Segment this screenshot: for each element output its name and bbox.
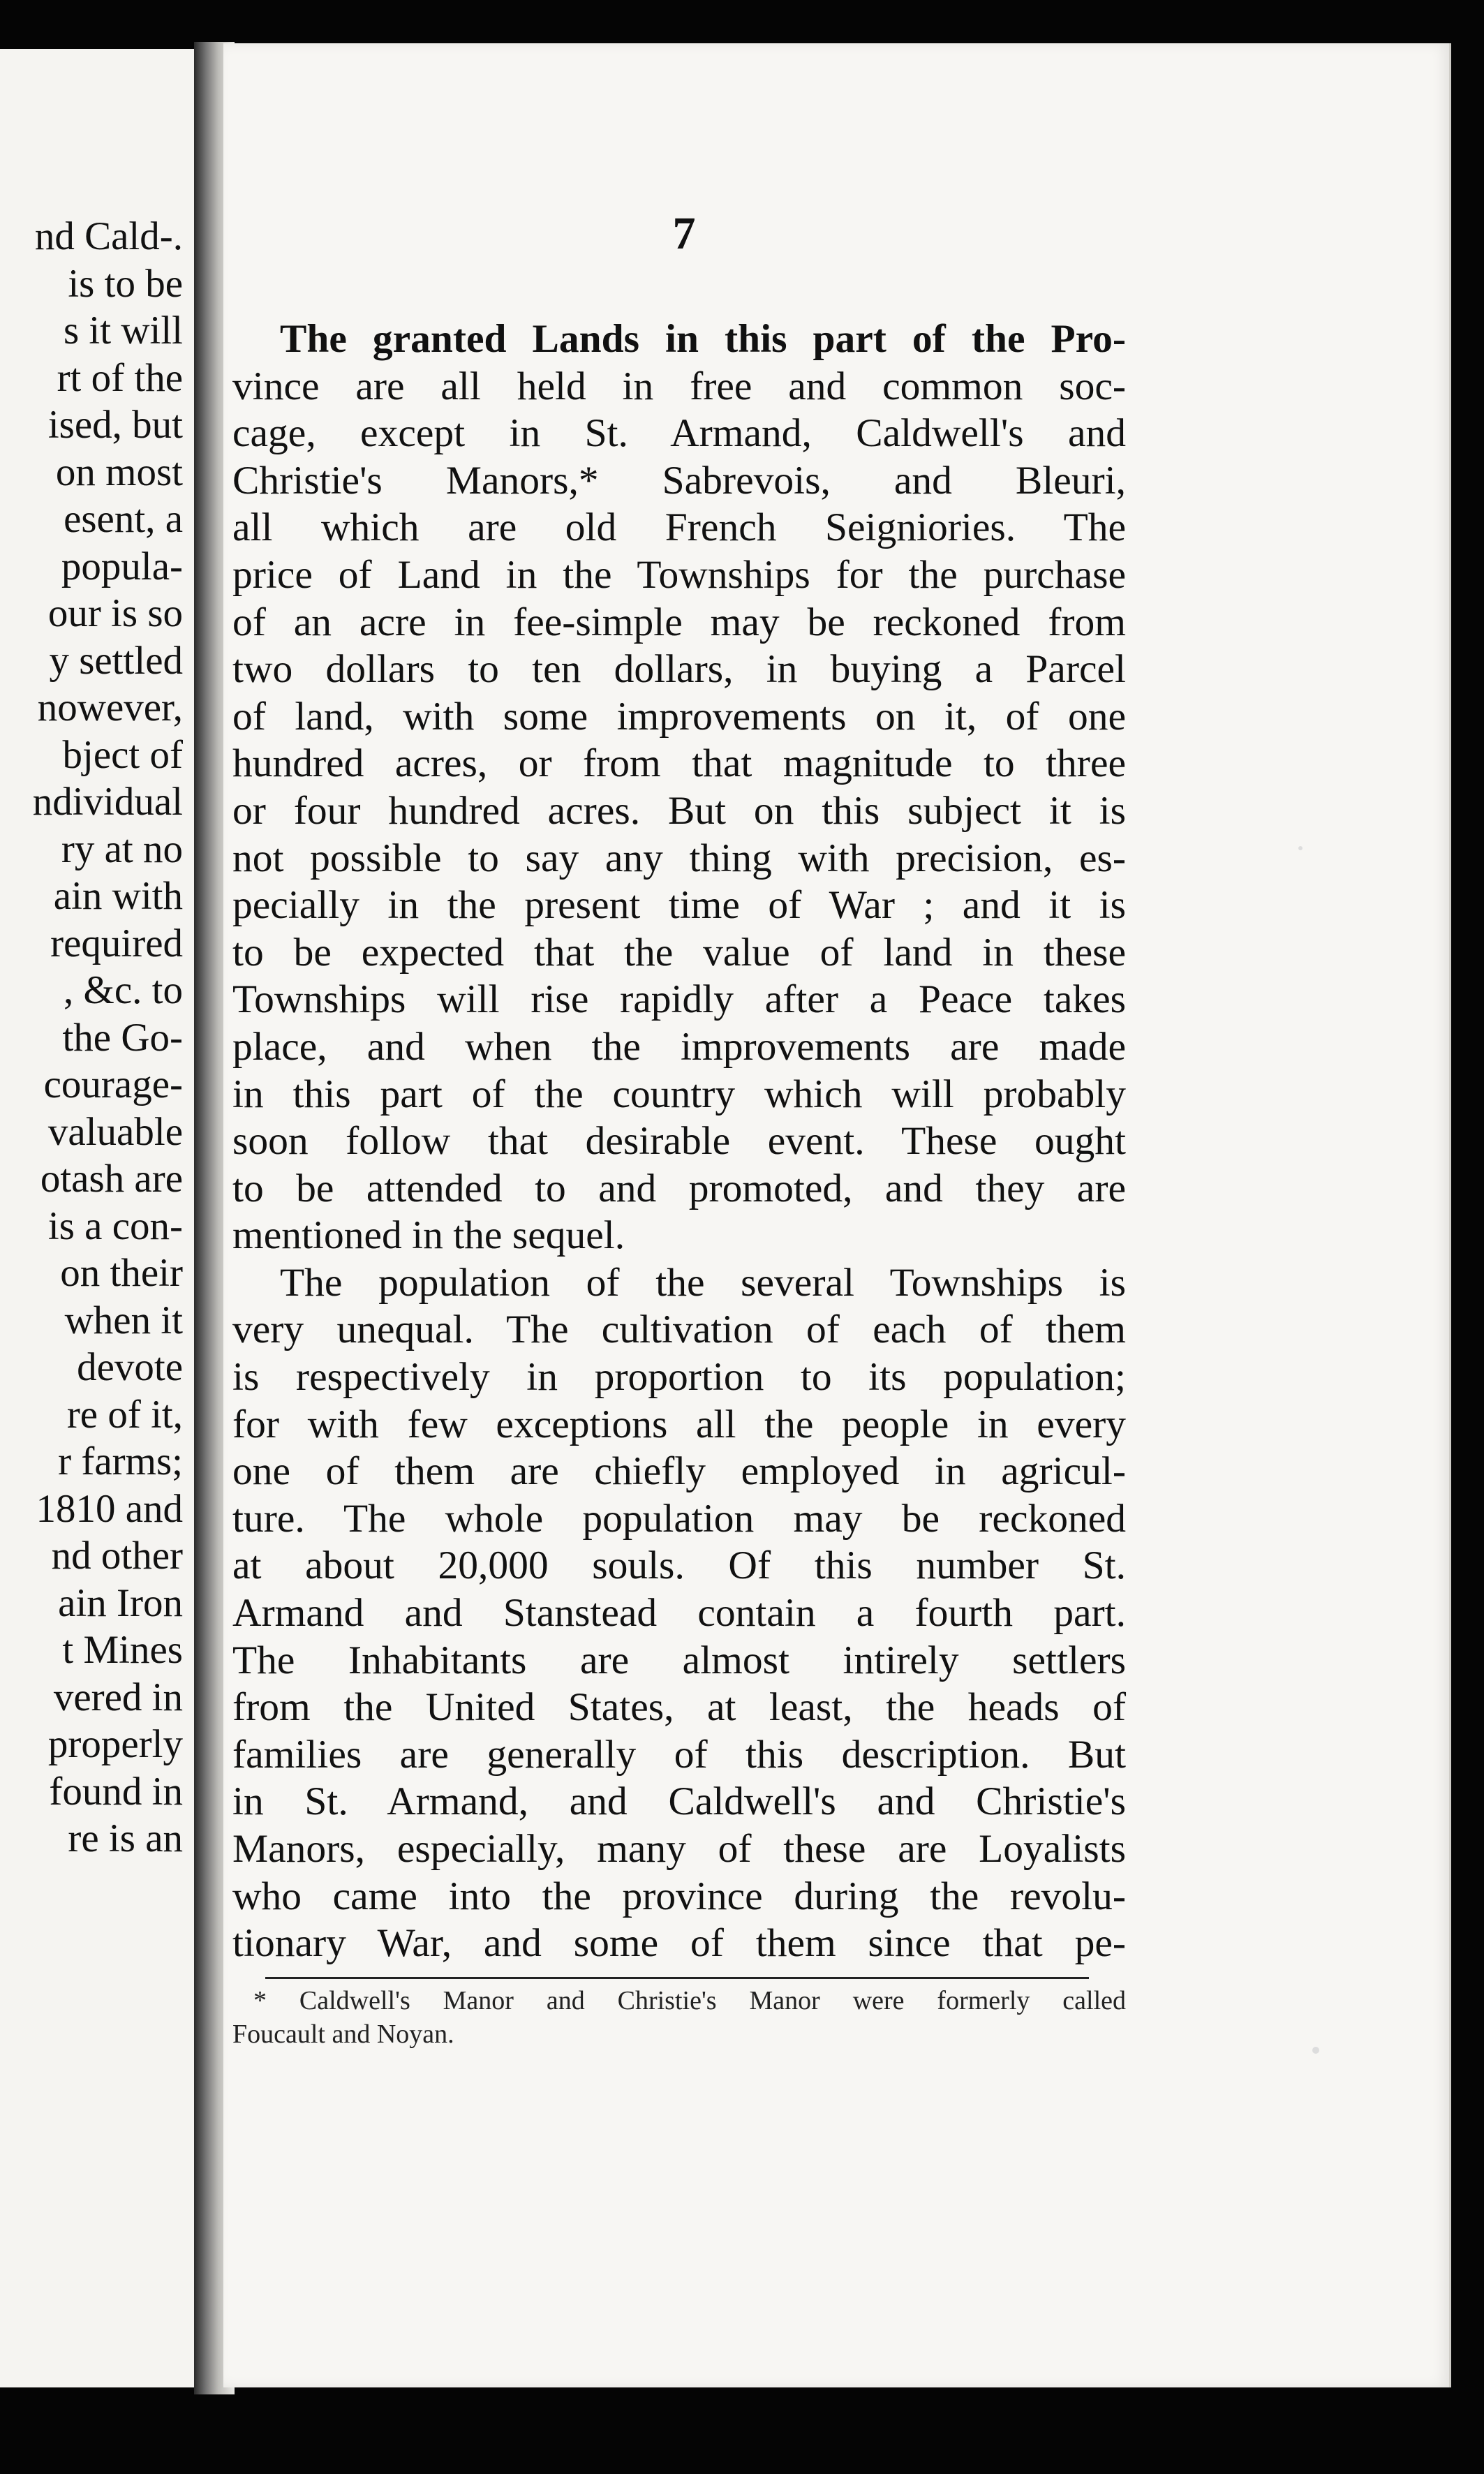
page-number: 7 <box>672 208 696 259</box>
left-line: devote <box>77 1345 183 1389</box>
left-page-text <box>1 213 183 1862</box>
paragraph-line: mentioned in the sequel. <box>232 1213 625 1258</box>
paragraph-line: ture. The whole population may be reckoned <box>232 1496 1126 1541</box>
left-line: on their <box>60 1251 183 1295</box>
paragraph-line: to be expected that the value of land in these <box>232 930 1126 975</box>
paragraph-line: cage, except in St. Armand, Caldwell's and <box>232 411 1126 456</box>
left-line: nowever, <box>37 686 183 729</box>
left-line: t Mines <box>62 1628 183 1672</box>
left-line: vered in <box>53 1675 183 1719</box>
left-line: y settled <box>49 638 183 683</box>
left-line: , &c. to <box>64 968 183 1012</box>
paragraph-line: all which are old French Seigniories. The <box>232 505 1126 550</box>
left-line: ised, but <box>47 403 183 447</box>
paragraph-line: place, and when the improvements are made <box>232 1024 1126 1069</box>
left-line: nd Cald-. <box>34 214 183 258</box>
paper-speck <box>1298 846 1303 850</box>
left-line: our is so <box>47 591 183 635</box>
paragraph-line: who came into the province during the revolu- <box>232 1874 1126 1918</box>
paragraph-line: two dollars to ten dollars, in buying a Parcel <box>232 647 1126 692</box>
left-line: ndividual <box>32 780 183 824</box>
left-line: on most <box>55 450 183 494</box>
paragraph-line: at about 20,000 souls. Of this number St. <box>232 1543 1126 1588</box>
left-line: r farms; <box>58 1439 183 1483</box>
left-line: is to be <box>68 261 183 306</box>
left-line: otash are <box>40 1157 183 1201</box>
paragraph-line: families are generally of this description. But <box>232 1732 1126 1777</box>
paragraph-line: The granted Lands in this part of the Pro- <box>280 317 1126 361</box>
footnote <box>232 1984 1126 2051</box>
left-line: required <box>50 921 183 965</box>
left-line: popula- <box>61 544 183 588</box>
left-line: courage- <box>43 1062 183 1106</box>
left-line: bject of <box>62 732 183 777</box>
right-page <box>223 43 1451 2387</box>
body-text <box>232 316 1126 1967</box>
paragraph-line: The population of the several Townships is <box>280 1260 1126 1305</box>
paragraph-line: very unequal. The cultivation of each of them <box>232 1308 1126 1352</box>
left-line: rt of the <box>57 355 183 400</box>
paragraph-line: pecially in the present time of War ; and it is <box>232 883 1126 928</box>
paragraph-line: soon follow that desirable event. These ought <box>232 1119 1126 1164</box>
paper-speck <box>1312 2047 1319 2054</box>
paragraph-line: is respectively in proportion to its population; <box>232 1355 1126 1400</box>
paragraph-line: to be attended to and promoted, and they are <box>232 1166 1126 1210</box>
paragraph-line: for with few exceptions all the people in every <box>232 1402 1126 1446</box>
left-line: is a con- <box>47 1203 183 1248</box>
left-line: when it <box>64 1298 183 1342</box>
left-line: s it will <box>63 309 183 353</box>
paragraph-line: of an acre in fee-simple may be reckoned from <box>232 600 1126 644</box>
left-line: 1810 and <box>36 1486 183 1531</box>
paragraph-line: of land, with some improvements on it, of one <box>232 694 1126 739</box>
left-line: ry at no <box>61 827 183 871</box>
paragraph-line: tionary War, and some of them since that pe- <box>232 1921 1126 1966</box>
footnote-line: Foucault and Noyan. <box>232 2020 454 2049</box>
left-line: esent, a <box>64 497 183 541</box>
paragraph-line: The Inhabitants are almost intirely settlers <box>232 1638 1126 1682</box>
left-line: the Go- <box>62 1015 183 1060</box>
footnote-rule <box>265 1977 1089 1979</box>
paragraph-line: or four hundred acres. But on this subject it is <box>232 788 1126 833</box>
left-line: properly <box>47 1722 183 1766</box>
paragraph-line: Christie's Manors,* Sabrevois, and Bleuri, <box>232 458 1126 503</box>
paragraph-line: one of them are chiefly employed in agricul- <box>232 1449 1126 1494</box>
paragraph-line: in St. Armand, and Caldwell's and Christie's <box>232 1779 1126 1824</box>
left-line: nd other <box>51 1534 183 1578</box>
left-line: ain with <box>53 874 183 918</box>
footnote-line: * Caldwell's Manor and Christie's Manor were formerly called <box>253 1986 1126 2015</box>
paragraph-line: Townships will rise rapidly after a Peace takes <box>232 977 1126 1022</box>
paragraph-line: Manors, especially, many of these are Loyalists <box>232 1827 1126 1871</box>
left-page <box>0 49 195 2387</box>
paragraph-line: Armand and Stanstead contain a fourth part. <box>232 1591 1126 1636</box>
left-line: valuable <box>47 1109 183 1154</box>
left-line: re of it, <box>66 1392 183 1437</box>
left-line: re is an <box>68 1816 183 1860</box>
paragraph-line: hundred acres, or from that magnitude to three <box>232 741 1126 786</box>
paragraph-line: from the United States, at least, the heads of <box>232 1685 1126 1730</box>
left-line: ain Iron <box>58 1580 183 1625</box>
left-line: found in <box>49 1769 183 1814</box>
paragraph-line: vince are all held in free and common soc- <box>232 364 1126 408</box>
paragraph-line: price of Land in the Townships for the purchase <box>232 552 1126 597</box>
paragraph-line: in this part of the country which will probably <box>232 1072 1126 1116</box>
paragraph-line: not possible to say any thing with precision, es- <box>232 836 1126 880</box>
